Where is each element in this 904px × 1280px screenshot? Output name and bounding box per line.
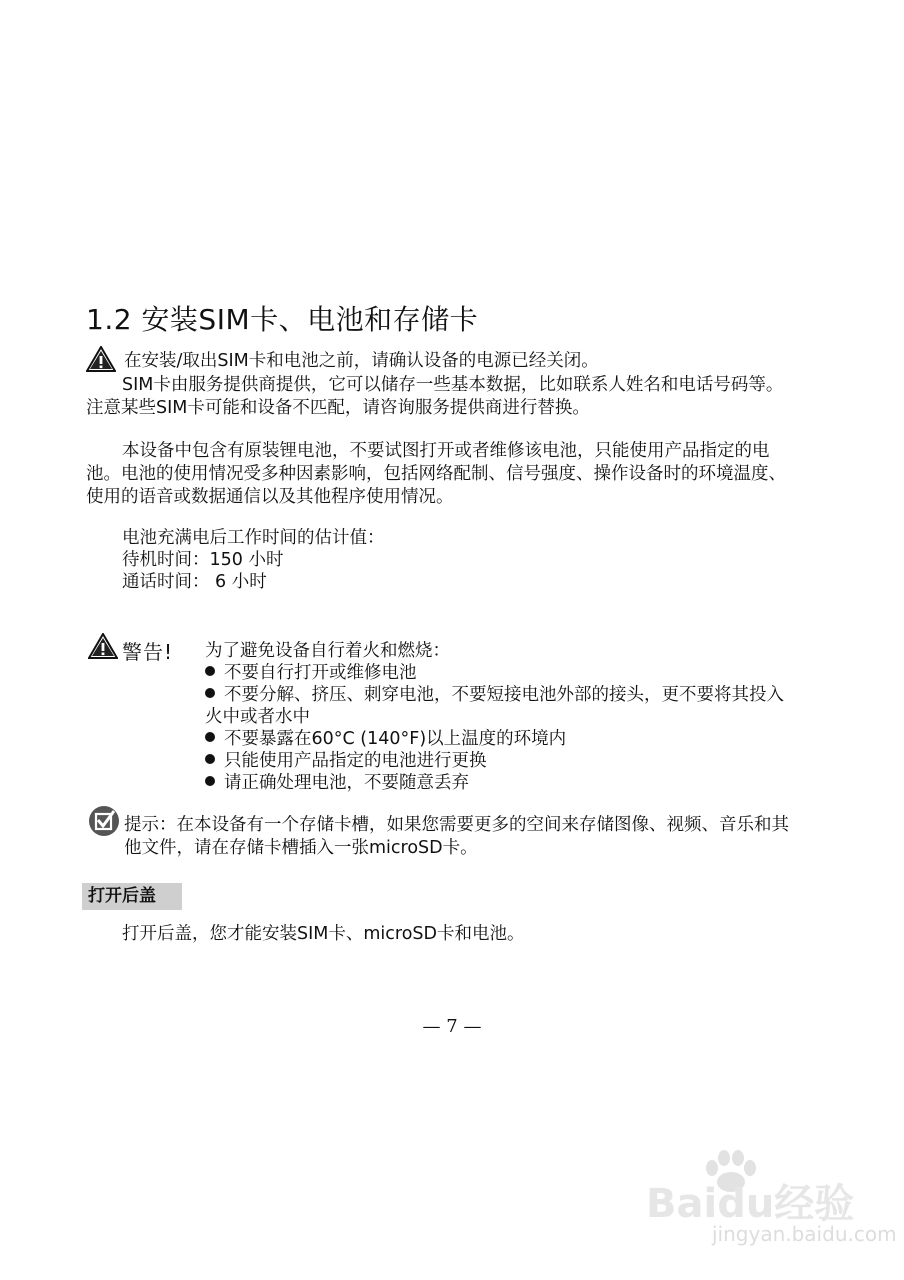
open-cover-text: 打开后盖，您才能安装SIM卡、microSD卡和电池。 bbox=[122, 924, 525, 944]
battery-text-line3: 使用的语音或数据通信以及其他程序使用情况。 bbox=[86, 487, 454, 507]
section-title: 1.2 安装SIM卡、电池和存储卡 bbox=[86, 303, 479, 336]
page-number: — 7 — bbox=[422, 1016, 482, 1037]
warning-label: 警告! bbox=[122, 640, 174, 664]
sim-text-line1: SIM卡由服务提供商提供，它可以储存一些基本数据，比如联系人姓名和电话号码等。 bbox=[122, 375, 784, 395]
bullet-icon bbox=[205, 776, 215, 786]
tip-check-icon bbox=[88, 805, 120, 837]
warning-item: 不要暴露在60°C (140°F)以上温度的环境内 bbox=[205, 728, 566, 750]
warning-item: 只能使用产品指定的电池进行更换 bbox=[205, 750, 487, 772]
open-cover-heading: 打开后盖 bbox=[82, 883, 182, 910]
bullet-icon bbox=[205, 688, 215, 698]
battery-text-line2: 池。电池的使用情况受多种因素影响，包括网络配制、信号强度、操作设备时的环境温度、 bbox=[86, 464, 786, 484]
warning-triangle-icon bbox=[86, 346, 116, 372]
warning-item: 不要自行打开或维修电池 bbox=[205, 662, 417, 684]
warning-intro: 为了避免设备自行着火和燃烧： bbox=[205, 641, 450, 661]
tip-text-line1: 提示：在本设备有一个存储卡槽，如果您需要更多的空间来存储图像、视频、音乐和其 bbox=[124, 815, 789, 835]
warning-item: 请正确处理电池，不要随意丢弃 bbox=[205, 772, 469, 794]
warning-item: 不要分解、挤压、刺穿电池，不要短接电池外部的接头，更不要将其投入 bbox=[205, 684, 784, 706]
bullet-icon bbox=[205, 666, 215, 676]
caution-text: 在安装/取出SIM卡和电池之前，请确认设备的电源已经关闭。 bbox=[124, 351, 599, 371]
watermark-brand: Baidu经验 bbox=[646, 1181, 855, 1227]
battery-estimate-title: 电池充满电后工作时间的估计值： bbox=[122, 528, 385, 548]
bullet-icon bbox=[205, 732, 215, 742]
bullet-icon bbox=[205, 754, 215, 764]
talk-time: 通话时间： 6 小时 bbox=[122, 572, 267, 592]
battery-text-line1: 本设备中包含有原装锂电池，不要试图打开或者维修该电池，只能使用产品指定的电 bbox=[122, 441, 770, 461]
tip-text-line2: 他文件，请在存储卡槽插入一张microSD卡。 bbox=[124, 838, 478, 858]
warning-item-continuation: 火中或者水中 bbox=[205, 707, 310, 727]
warning-triangle-icon bbox=[88, 633, 118, 659]
standby-time: 待机时间：150 小时 bbox=[122, 550, 284, 570]
sim-text-line2: 注意某些SIM卡可能和设备不匹配，请咨询服务提供商进行替换。 bbox=[86, 398, 590, 418]
watermark-url: jingyan.baidu.com bbox=[712, 1222, 897, 1246]
